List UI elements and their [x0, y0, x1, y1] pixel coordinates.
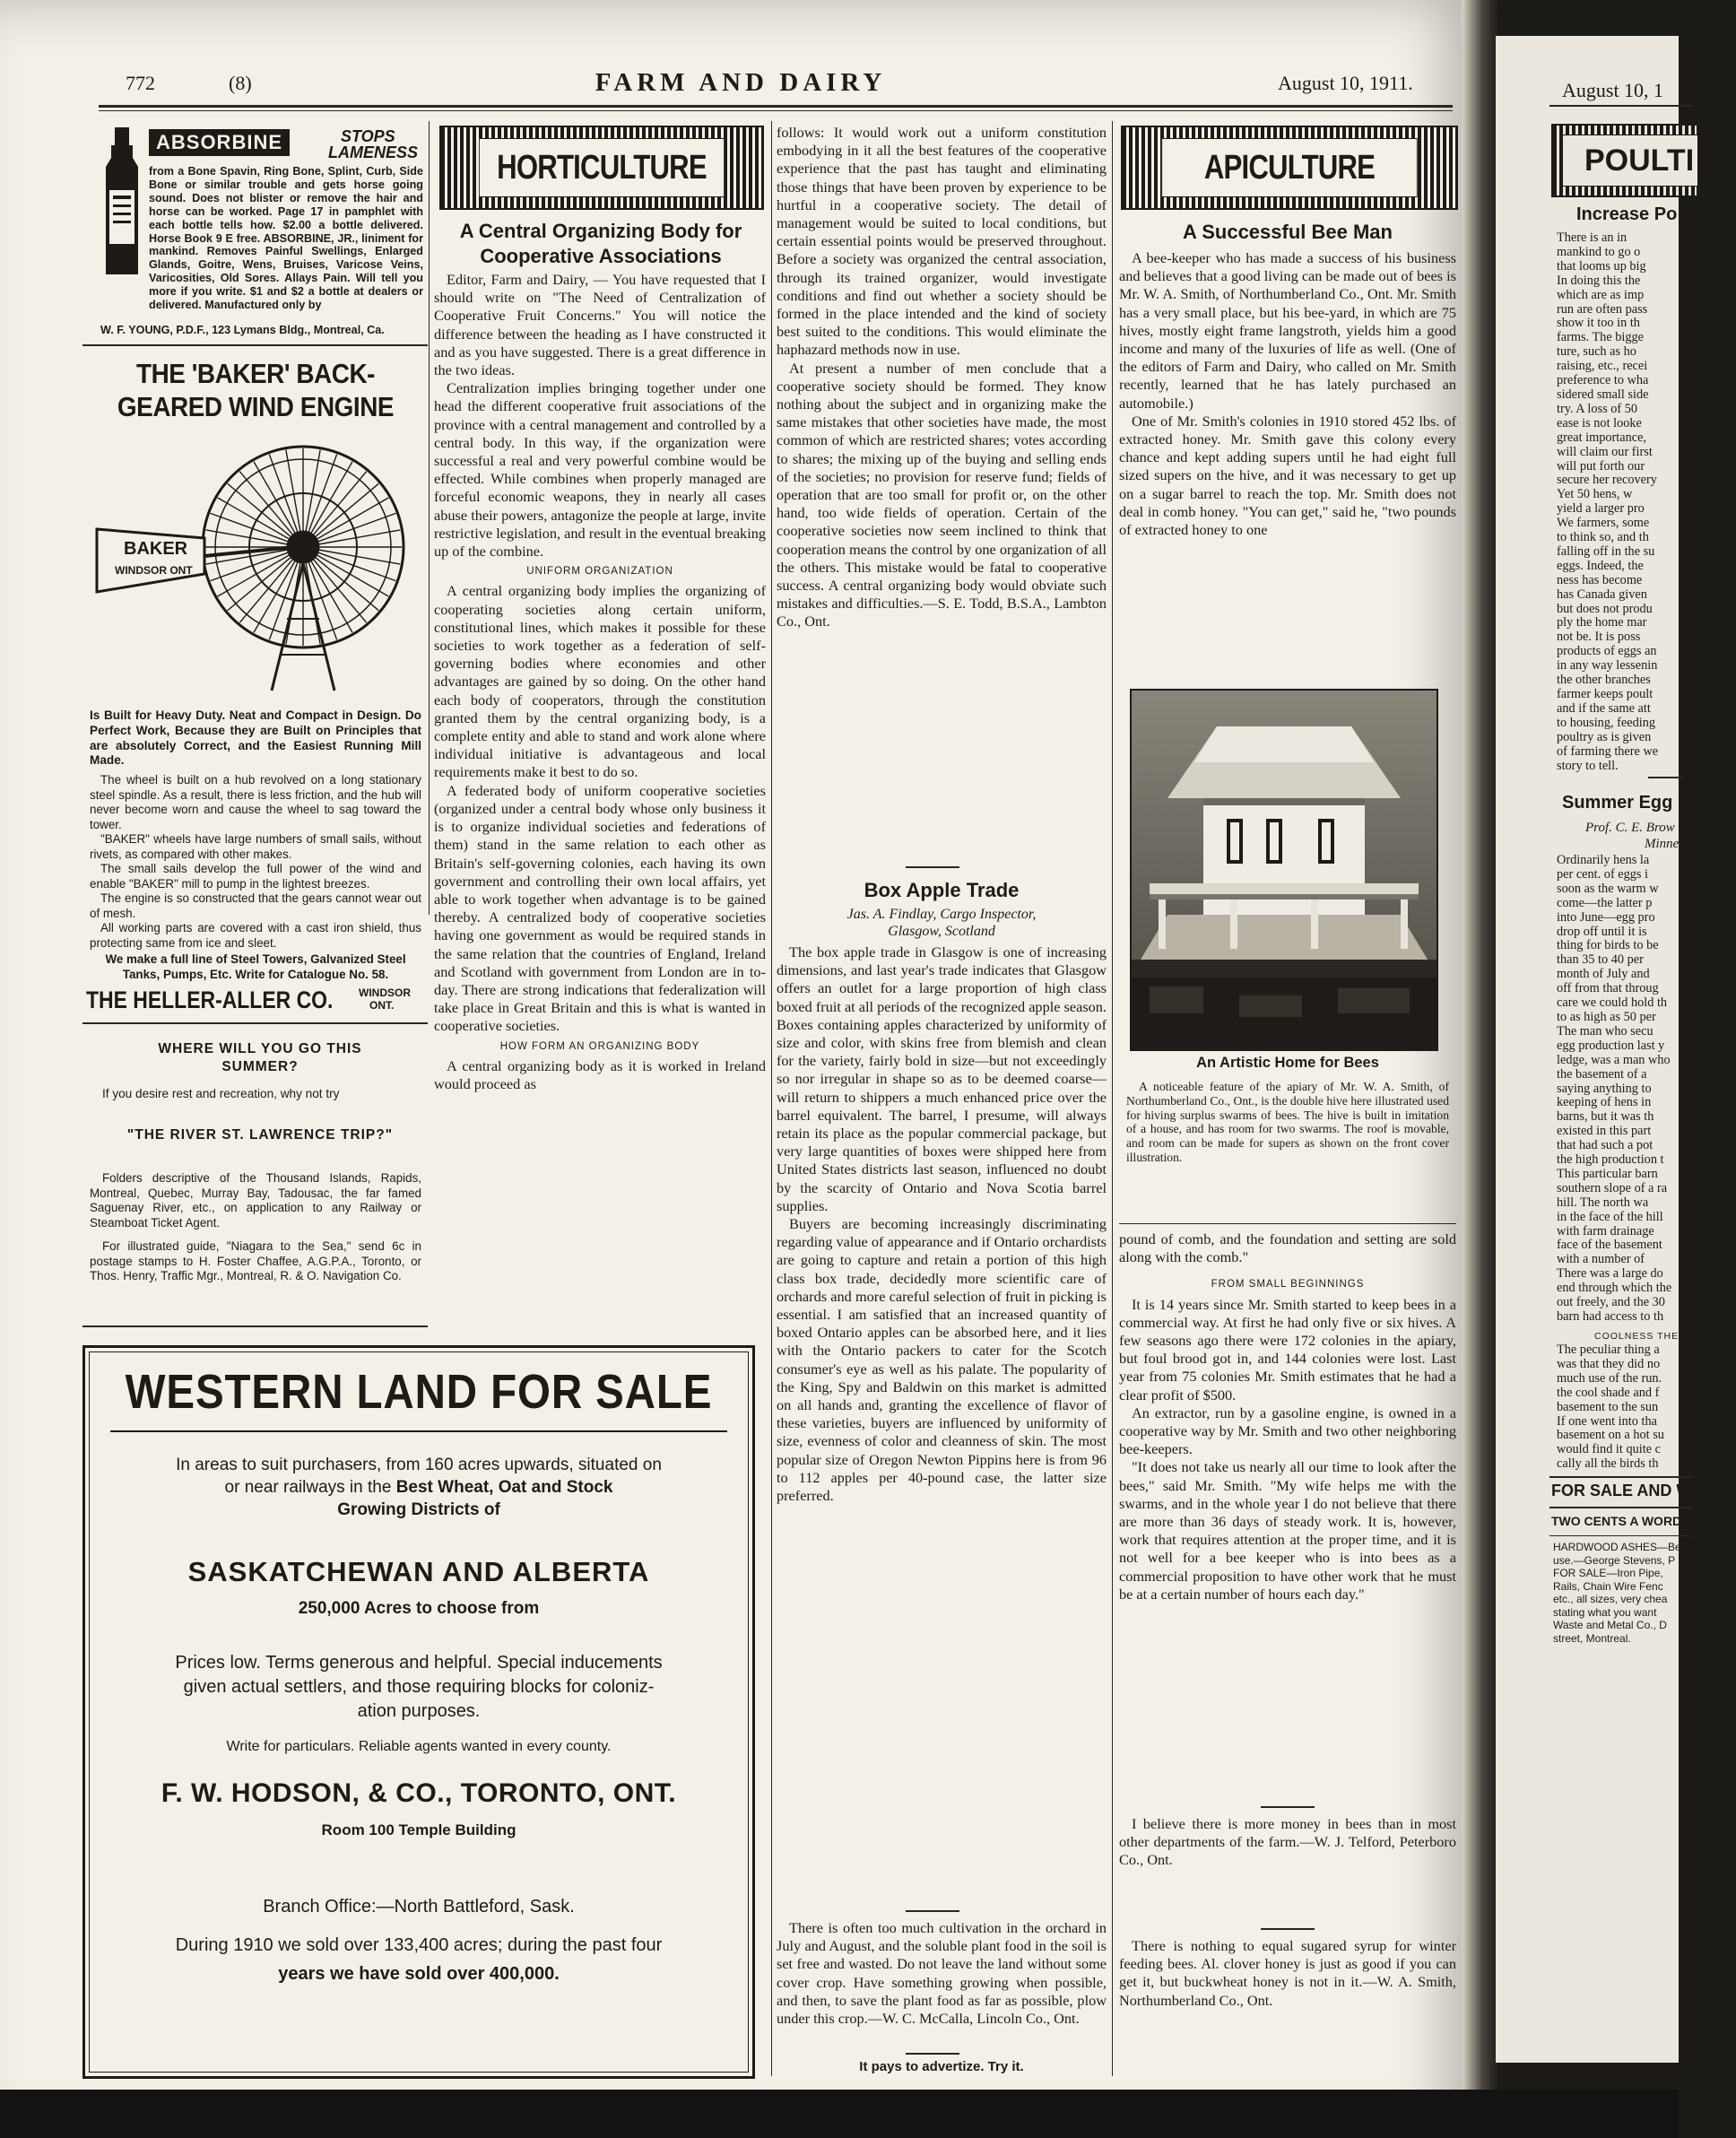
western-sold — [85, 1931, 752, 1988]
next-page-fragment — [1496, 36, 1724, 2063]
horticulture-headline: A Central Organizing Body for Cooperative Associations — [459, 220, 742, 267]
text-line: If one went into tha — [1557, 1413, 1657, 1429]
photo-caption: A noticeable feature of the apiary of Mr. W. A. Smith, of Northumberland Co., Ont., is the double hive here illustrated used for hiving surplus swarms of bees. The hive is built in imitation of a house, and has room for two swarms. The roof is movable, and room can be made for supers as shown on the front cover illustration. — [1126, 1080, 1449, 1164]
text-line: end through which the — [1557, 1281, 1672, 1296]
text-line: with a number of — [1557, 1252, 1645, 1267]
text-line: that had such a pot — [1557, 1138, 1654, 1153]
text-line: with farm drainage — [1557, 1223, 1654, 1238]
article-paragraph: One of Mr. Smith's colonies in 1910 stored 452 lbs. of extracted honey. Mr. Smith gave this colony every chance and kept adding supers until he had eight full sized supers on the hive, and it was necessary to get up on a sugar barrel to reach the top. Mr. Smith does not deal in comb honey. "You can get," said he, "two pounds of extracted honey to one — [1119, 412, 1456, 539]
text-line: This particular barn — [1557, 1166, 1658, 1181]
text-line: which are as imp — [1557, 287, 1645, 302]
horticulture-banner — [439, 126, 764, 210]
next-headline: Increase Po — [1576, 204, 1678, 224]
absorbine-brand: ABSORBINE — [149, 129, 290, 156]
ad-divider — [82, 1022, 428, 1024]
text-line: off from that throug — [1557, 981, 1659, 996]
text-line: egg production last y — [1557, 1038, 1665, 1053]
article-paragraph: There is often too much cultivation in the orchard in July and August, and the soluble plant food in the soil is set free and wasted. Do not leave the land without some cover crop. Have something growing when possible, and then, to save the plant food as far as possible, plow under this crop.—W. C. McCalla, Lincoln Co., Ont. — [777, 1919, 1107, 2028]
windmill-city: WINDSOR ONT — [115, 564, 193, 577]
windmill-brand: BAKER — [124, 539, 188, 559]
text-line: farmer keeps poult — [1557, 687, 1654, 701]
text-line: will put forth our — [1557, 458, 1645, 474]
baker-para: The small sails develop the full power of the wind and enable "BAKER" mill to pump in the lightest breezes. — [90, 862, 421, 891]
article-paragraph: Editor, Farm and Dairy, — You have requested that I should write on "The Need of Centralization of Cooperative Fruit Concerns." You will notice the difference between the heading as I have constructed it and as you have suggested. There is a great difference in the two ideas. — [434, 271, 766, 379]
text-line: ply the home mar — [1557, 615, 1647, 630]
column-divider — [429, 121, 430, 915]
text-line: Ordinarily hens la — [1557, 853, 1650, 867]
western-intro — [85, 1454, 752, 1521]
next-lines-b — [1557, 854, 1736, 1325]
text-line: There was a large do — [1557, 1266, 1663, 1282]
short-rule — [906, 866, 959, 868]
next-rule — [1648, 777, 1684, 778]
text-line: use.—George Stevens, P — [1553, 1553, 1676, 1567]
classified-rate: TWO CENTS A WORD CA — [1551, 1514, 1704, 1528]
text-line: in any way lessenin — [1557, 658, 1658, 674]
western-company: F. W. HODSON, & CO., TORONTO, ONT. — [161, 1778, 677, 1808]
next-lines-a — [1557, 231, 1736, 773]
bee-man-article — [1119, 249, 1456, 685]
text-line: falling off in the su — [1557, 543, 1655, 559]
text-line: but does not produ — [1557, 601, 1653, 616]
text-line: etc., all sizes, very chea — [1553, 1593, 1668, 1605]
text-line: month of July and — [1557, 967, 1650, 982]
article-paragraph: The box apple trade in Glasgow is one of increasing dimensions, and last year's trade indicates that Glasgow offers an outlet for a large proportion of high class boxed fruit at all periods of the recognized apple season. Boxes containing apples characterized by uniformity of size and color, with skins free from blemish and clean for the variety, fairly bold in size—but not exceedingly so nor irregular in shape so as to be deemed coarse—will return to shippers a much enhanced price over the barrel equivalent. The barrel, I presume, will always retain its place as the popular commercial package, but very large quantities of boxes were shipped here from United States districts last season, influenced no doubt by the scarcity of Ontario and Nova Scotia barrel supplies. — [777, 943, 1107, 1214]
advertize-slogan: It pays to advertize. Try it. — [859, 2059, 1024, 2074]
text-line: in the face of the hill — [1557, 1209, 1663, 1224]
bee-house-photo — [1130, 689, 1438, 1051]
ad-absorbine — [99, 124, 425, 337]
text-line: and if the same att — [1557, 700, 1651, 716]
western-intro-1: In areas to suit purchasers, from 160 acres upwards, situated on — [176, 1456, 662, 1474]
text-line: care we could hold th — [1557, 995, 1668, 1011]
text-line: face of the basement — [1557, 1238, 1662, 1253]
windmill-illustration — [88, 439, 425, 696]
next-subheading: COOLNESS THE — [1594, 1331, 1680, 1342]
western-provinces: SASKATCHEWAN AND ALBERTA — [187, 1556, 650, 1587]
text-line: try. A loss of 50 — [1557, 401, 1638, 416]
text-line: In doing this the — [1557, 273, 1641, 288]
ad-western-land — [82, 1345, 755, 2079]
western-title: WESTERN LAND FOR SALE — [125, 1365, 713, 1419]
text-line: to think so, and th — [1557, 530, 1649, 545]
article-paragraph: follows: It would work out a uniform constitution embodying in it all the best features of the cooperative experience that the past has taught and eliminating those things that have been proven by experience to be hurtful in a cooperative society. The detail of management would be suited to local conditions, but certain essential points would be preserved throughout. Before a society was organized the central association, through its trained organizer, would investigate conditions and find out whether a society should be formed in the place intended and the kind of society best suited to the conditions. This would eliminate the haphazard methods now in use. — [777, 124, 1107, 359]
text-line: yield a larger pro — [1557, 501, 1645, 517]
text-line: The man who secu — [1557, 1023, 1654, 1039]
text-line: ledge, was a man who — [1557, 1052, 1671, 1067]
absorbine-slogan-1: STOPS — [341, 127, 395, 145]
text-line: basement on a hot su — [1557, 1428, 1664, 1443]
article-paragraph: "It does not take us nearly all our time to look after the bees," said Mr. Smith. "My wife helps me with the swarms, and in the whole year I do not believe that there are more than 36 days of steady work. It is, however, work that requires attention at the proper time, and it is not well for a bee keeper who is into bees as a commercial proposition to have other work that he must be at a certain number of hours each day." — [1119, 1458, 1456, 1603]
text-line: drop off until it is — [1557, 924, 1647, 939]
western-prices — [85, 1651, 752, 1724]
text-line: soon as the warm w — [1557, 881, 1659, 896]
text-line: raising, etc., recei — [1557, 359, 1648, 374]
classified-title: FOR SALE AND WANT — [1551, 1482, 1724, 1499]
text-line: much use of the run. — [1557, 1370, 1662, 1386]
bottle-icon — [102, 127, 142, 280]
baker-maker-city-1: WINDSOR — [359, 986, 411, 999]
absorbine-slogan-2: LAMENESS — [328, 143, 419, 161]
article-paragraph: There is nothing to equal sugared syrup for winter feeding bees. Al. clover honey is just as good if you can get it, but buckwheat honey is not in it.—W. A. Smith, Northumberland Co., Ont. — [1119, 1937, 1456, 2009]
masthead-rule — [99, 105, 1453, 108]
text-line: hill. The north wa — [1557, 1195, 1649, 1210]
article-paragraph: At present a number of men conclude that a cooperative society should be formed. They know nothing about the subject and in organizing make the same mistakes that other societies have made, the most common of which are restricted shares; votes according to shares; the mixing up of the buying and selling ends of the societies; no provision for reserve fund; fields of operation that are too small for profit or, on the other hand, too wide fields of operation. Certain of the cooperative societies now seem inclined to think that cooperation means the control by one organization of all the others. This mistake would be fatal to cooperative success. A central organizing body would obviate such mistakes and difficulties.—S. E. Todd, B.S.A., Lambton Co., Ont. — [777, 359, 1107, 630]
text-line: poultry as is given — [1557, 729, 1652, 744]
western-prices-3: ation purposes. — [357, 1701, 481, 1721]
subheading: UNIFORM ORGANIZATION — [526, 566, 673, 578]
text-line: the other branches — [1557, 673, 1651, 688]
syrup-note — [1119, 1937, 1456, 2054]
western-prices-2: given actual settlers, and those requiring blocks for coloniz- — [183, 1677, 655, 1697]
short-rule — [1261, 1806, 1315, 1808]
text-line: has Canada given — [1557, 587, 1647, 602]
baker-maker-city-2: ONT. — [369, 999, 395, 1012]
next-byline-2: Minne — [1645, 837, 1680, 851]
apiculture-headline: A Successful Bee Man — [1183, 221, 1393, 243]
horticulture-banner-title: HORTICULTURE — [479, 138, 725, 197]
western-branch: Branch Office:—North Battleford, Sask. — [263, 1897, 575, 1916]
text-line: ness has become — [1557, 572, 1643, 587]
river-p1: Folders descriptive of the Thousand Islands, Rapids, Montreal, Quebec, Murray Bay, Tadousac, the far famed Saguenay River, etc., on application to any Railway or Steamboat Ticket Agent. — [90, 1171, 421, 1230]
next-byline-1: Prof. C. E. Brow — [1585, 821, 1675, 835]
text-line: to as high as 50 per — [1557, 1009, 1656, 1024]
page-gutter — [1462, 0, 1499, 2138]
classified-rule-2 — [1549, 1507, 1693, 1508]
absorbine-body: from a Bone Spavin, Ring Bone, Splint, Curb, Side Bone or similar trouble and gets horse going sound. Does not blister or remove the hair and horse can be worked. Page 17 in pamphlet with each bottle tells how. $2.00 a bottle delivered. Horse Book 9 E free. ABSORBINE, JR., liniment for mankind. Removes Painful Swellings, Enlarged Glands, Goitre, Wens, Bruises, Varicose Veins, Varicosities, Old Sores. Allays Pain. Will tell you more if you write. $1 and $2 a bottle at dealers or delivered. Manufactured only by — [149, 165, 423, 312]
baker-para: The wheel is built on a hub revolved on a long stationary steel spindle. As a result, there is less friction, and the hub will never become worn and cause the wheel to sag toward the tower. — [90, 773, 421, 831]
western-write: Write for particulars. Reliable agents wanted in every county. — [226, 1739, 612, 1754]
article-paragraph: A federated body of uniform cooperative societies (organized under a central body whose only business it is to organize individual societies and federations of them) stand in the same relation to each other as Britain's self-governing colonies, each having its own government and controlling their own local affairs, yet able to work together when advantage is to be gained thereby. A centralized body of cooperative societies having one government as would be required stands in the same relation that the countries of England, Ireland and Scotland with government from London are in to-day. There are strong indications that federalization will take place in Great Britain and this is what is wanted in cooperative societies. — [434, 781, 766, 1035]
baker-maker: THE HELLER-ALLER CO. — [86, 986, 334, 1013]
article-paragraph: Buyers are becoming increasingly discriminating regarding value of appearance and if Ontario orchardists are going to capture and retain a portion of this high class box trade, decidedly more scientific care of orchards and more careful selection of fruit in picking is essential. I am satisfied that an increased quantity of boxed Ontario apples can be absorbed here, and it lies with the Ontario packers to cater for the Scotch consumer's eye as well as his palate. The popularity of the King, Spy and Baldwin on this market is admitted on all hands and, granting the excellence of flavor of these varieties, buyers are influenced by uniformity of size, evenness of color and cleanness of skin. The most popular size of Oregon Newton Pippins here is from 96 to 112 apples per 40-pound case, the latter size preferred. — [777, 1215, 1107, 1505]
organizing-body-continued — [777, 124, 1107, 850]
western-title-rule — [110, 1430, 727, 1432]
text-line: stating what you want — [1553, 1605, 1657, 1619]
text-line: southern slope of a ra — [1557, 1180, 1668, 1195]
article-paragraph: pound of comb, and the foundation and setting are sold along with the comb." — [1119, 1230, 1456, 1266]
text-line: ture, such as ho — [1557, 344, 1636, 360]
classified-rule — [1549, 1476, 1693, 1478]
text-line: There is an in — [1557, 230, 1628, 245]
bee-man-continued — [1119, 1230, 1456, 1899]
scan-bottom-edge — [0, 2090, 1679, 2138]
photo-title: An Artistic Home for Bees — [1196, 1055, 1379, 1071]
river-intro: If you desire rest and recreation, why not try — [102, 1087, 340, 1100]
text-line: eggs. Indeed, the — [1557, 558, 1644, 573]
box-apple-article — [777, 943, 1107, 1899]
absorbine-maker: W. F. YOUNG, P.D.F., 123 Lymans Bldg., Montreal, Ca. — [100, 324, 385, 336]
apiculture-banner-title: APICULTURE — [1161, 138, 1417, 197]
short-rule — [1261, 1928, 1315, 1930]
baker-title: THE 'BAKER' BACK-GEARED WIND ENGINE — [117, 358, 395, 422]
text-line: was that they did no — [1557, 1356, 1661, 1371]
text-line: The peculiar thing a — [1557, 1343, 1660, 1357]
text-line: run are often pass — [1557, 301, 1648, 317]
text-line: ease is not looke — [1557, 415, 1642, 430]
river-trip: "THE RIVER ST. LAWRENCE TRIP?" — [126, 1127, 394, 1143]
short-rule — [906, 1910, 959, 1912]
horticulture-article — [434, 271, 766, 1329]
telford-note — [1119, 1815, 1456, 1905]
poultry-banner — [1551, 124, 1698, 197]
next-page-date: August 10, 1 — [1562, 79, 1664, 101]
cultivation-note — [777, 1919, 1107, 2045]
masthead-rule-thin — [99, 110, 1453, 111]
text-line: farms. The bigge — [1557, 330, 1645, 345]
article-paragraph: Centralization implies bringing together under one head the different cooperative fruit associations of the province with a central management and controlled by a central body. In this way, if the organization were successful a real and very powerful combine would be effected. While combines when properly managed are forceful economic weapons, they in nearly all cases abuse their powers, antagonize the people at large, invite restrictive legislation, and result in the eventual breaking up of the combine. — [434, 379, 766, 561]
western-acres: 250,000 Acres to choose from — [298, 1599, 540, 1618]
ad-divider — [82, 344, 428, 346]
river-heading: WHERE WILL YOU GO THIS SUMMER? — [158, 1041, 362, 1074]
classified-rule-3 — [1549, 1535, 1693, 1536]
text-line: secure her recovery — [1557, 473, 1657, 488]
poultry-banner-title: POULTI — [1562, 135, 1698, 187]
western-prices-1: Prices low. Terms generous and helpful. Special inducements — [175, 1653, 663, 1673]
text-line: of farming there we — [1557, 743, 1659, 759]
next-page-rule — [1549, 105, 1693, 107]
masthead-title: FARM AND DAIRY — [595, 68, 887, 97]
western-sold-2: years we have sold over 400,000. — [278, 1964, 560, 1984]
ad-divider — [82, 1325, 428, 1327]
text-line: would find it quite c — [1557, 1442, 1661, 1457]
column-divider — [1112, 121, 1113, 2076]
subheading: HOW FORM AN ORGANIZING BODY — [499, 1040, 700, 1052]
photo-caption-rule — [1119, 1223, 1456, 1224]
text-line: than 35 to 40 per — [1557, 952, 1644, 968]
text-line: products of eggs an — [1557, 644, 1657, 659]
western-sold-1: During 1910 we sold over 133,400 acres; during the past four — [175, 1935, 663, 1955]
text-line: thing for birds to be — [1557, 938, 1659, 953]
box-apple-headline: Box Apple Trade — [864, 879, 1020, 901]
text-line: the high production t — [1557, 1152, 1664, 1168]
next-headline-2: Summer Egg — [1562, 793, 1673, 813]
text-line: mankind to go o — [1557, 244, 1641, 259]
article-paragraph: A bee-keeper who has made a success of his business and believes that a good living can be made out of bees is Mr. W. A. Smith, of Northumberland Co., Ont. Mr. Smith has a very small place, but his bee-yard, in which are 75 hives, mostly eight frame langstroth, yields him a good income and many of the luxuries of life as well. (One of the editors of Farm and Dairy, who called on Mr. Smith recently, learned that he has lately purchased an automobile.) — [1119, 249, 1456, 412]
next-lines-c — [1557, 1343, 1736, 1472]
article-paragraph: I believe there is more money in bees than in most other departments of the farm.—W. J. Telford, Peterboro Co., Ont. — [1119, 1815, 1456, 1869]
classified-lines — [1553, 1541, 1732, 1645]
baker-para: All working parts are covered with a cast iron shield, thus protecting same from ice and sleet. — [90, 921, 421, 950]
baker-closing: We make a full line of Steel Towers, Galvanized Steel Tanks, Pumps, Etc. Write for Catalogue No. 58. — [105, 952, 406, 981]
text-line: Yet 50 hens, w — [1557, 487, 1633, 502]
text-line: existed in this part — [1557, 1124, 1652, 1139]
text-line: preference to wha — [1557, 373, 1649, 388]
text-line: Rails, Chain Wire Fenc — [1553, 1579, 1663, 1593]
text-line: HARDWOOD ASHES—Be — [1553, 1541, 1681, 1553]
subheading: FROM SMALL BEGINNINGS — [1211, 1279, 1365, 1291]
western-room: Room 100 Temple Building — [321, 1821, 516, 1838]
text-line: great importance, — [1557, 430, 1647, 445]
article-paragraph: It is 14 years since Mr. Smith started to keep bees in a commercial way. At first he had only five or six hives. A few seasons ago there were 172 colonies in the apiary, but foul brood got in, and 144 colonies were lost. Last year from 75 colonies Mr. Smith estimates that he had a clear profit of $500. — [1119, 1295, 1456, 1404]
text-line: come—the latter p — [1557, 895, 1653, 910]
western-intro-bold: Best Wheat, Oat and Stock — [395, 1478, 613, 1497]
apiculture-banner — [1121, 126, 1458, 210]
baker-paras — [90, 773, 421, 982]
text-line: not be. It is poss — [1557, 630, 1641, 645]
box-apple-byline-2: Glasgow, Scotland — [888, 924, 995, 939]
page-number: 772 — [126, 72, 155, 94]
text-line: will claim our first — [1557, 444, 1653, 459]
bee-house-image — [1132, 691, 1437, 1049]
text-line: per cent. of eggs i — [1557, 866, 1649, 882]
text-line: We farmers, some — [1557, 516, 1650, 531]
text-line: keeping of hens in — [1557, 1095, 1652, 1110]
text-line: the basement of a — [1557, 1066, 1647, 1082]
page-index: (8) — [229, 72, 252, 94]
text-line: street, Montreal. — [1553, 1631, 1631, 1645]
article-paragraph: A central organizing body as it is worked in Ireland would proceed as — [434, 1056, 766, 1092]
text-line: barn had access to th — [1557, 1309, 1664, 1324]
masthead-date: August 10, 1911. — [1278, 72, 1413, 94]
western-intro-2: or near railways in the — [224, 1478, 392, 1497]
text-line: FOR SALE—Iron Pipe, — [1553, 1567, 1663, 1579]
river-p2: For illustrated guide, "Niagara to the Sea," send 6c in postage stamps to H. Foster Chaffee, A.G.P.A., Toronto, or Thos. Henry, Traffic Mgr., Montreal, R. & O. Navigation Co. — [90, 1239, 421, 1282]
box-apple-byline-1: Jas. A. Findlay, Cargo Inspector, — [846, 907, 1037, 922]
article-paragraph: An extractor, run by a gasoline engine, is owned in a cooperative way by Mr. Smith and two other neighboring bee-keepers. — [1119, 1404, 1456, 1458]
short-rule — [906, 2053, 959, 2055]
baker-para: "BAKER" wheels have large numbers of small sails, without rivets, as compared with other makes. — [90, 832, 421, 861]
column-divider — [771, 121, 772, 2076]
baker-intro: Is Built for Heavy Duty. Neat and Compact in Design. Do Perfect Work, Because they are Built on Principles that are absolutely Correct, and the Easiest Running Mill Made. — [90, 708, 421, 768]
text-line: Waste and Metal Co., D — [1553, 1619, 1667, 1631]
western-intro-3: Growing Districts of — [337, 1500, 500, 1519]
text-line: the cool shade and f — [1557, 1385, 1660, 1400]
text-line: show it too in th — [1557, 316, 1640, 331]
baker-para: The engine is so constructed that the gears cannot wear out of mesh. — [90, 891, 421, 920]
text-line: cally all the birds th — [1557, 1456, 1659, 1472]
text-line: barns, but it was th — [1557, 1109, 1654, 1125]
text-line: story to tell. — [1557, 758, 1619, 773]
text-line: saying anything to — [1557, 1081, 1652, 1096]
text-line: sidered small side — [1557, 387, 1649, 402]
text-line: out freely, and the 30 — [1557, 1295, 1665, 1310]
text-line: basement to the sun — [1557, 1399, 1659, 1414]
article-paragraph: A central organizing body implies the organizing of cooperating societies along certain uniform, constitutional lines, which makes it possible for these societies to work together as a federation of self-governing bodies where economies and other advantages are gained by so doing. On the other hand each body of cooperators, through the constitution granted them by the central organizing body, is a complete entity and able to stand and work alone where individual initiative is advantageous and local requirements make it best to do so. — [434, 582, 766, 781]
text-line: to housing, feeding — [1557, 715, 1655, 730]
text-line: into June—egg pro — [1557, 909, 1655, 925]
text-line: that looms up big — [1557, 258, 1646, 274]
